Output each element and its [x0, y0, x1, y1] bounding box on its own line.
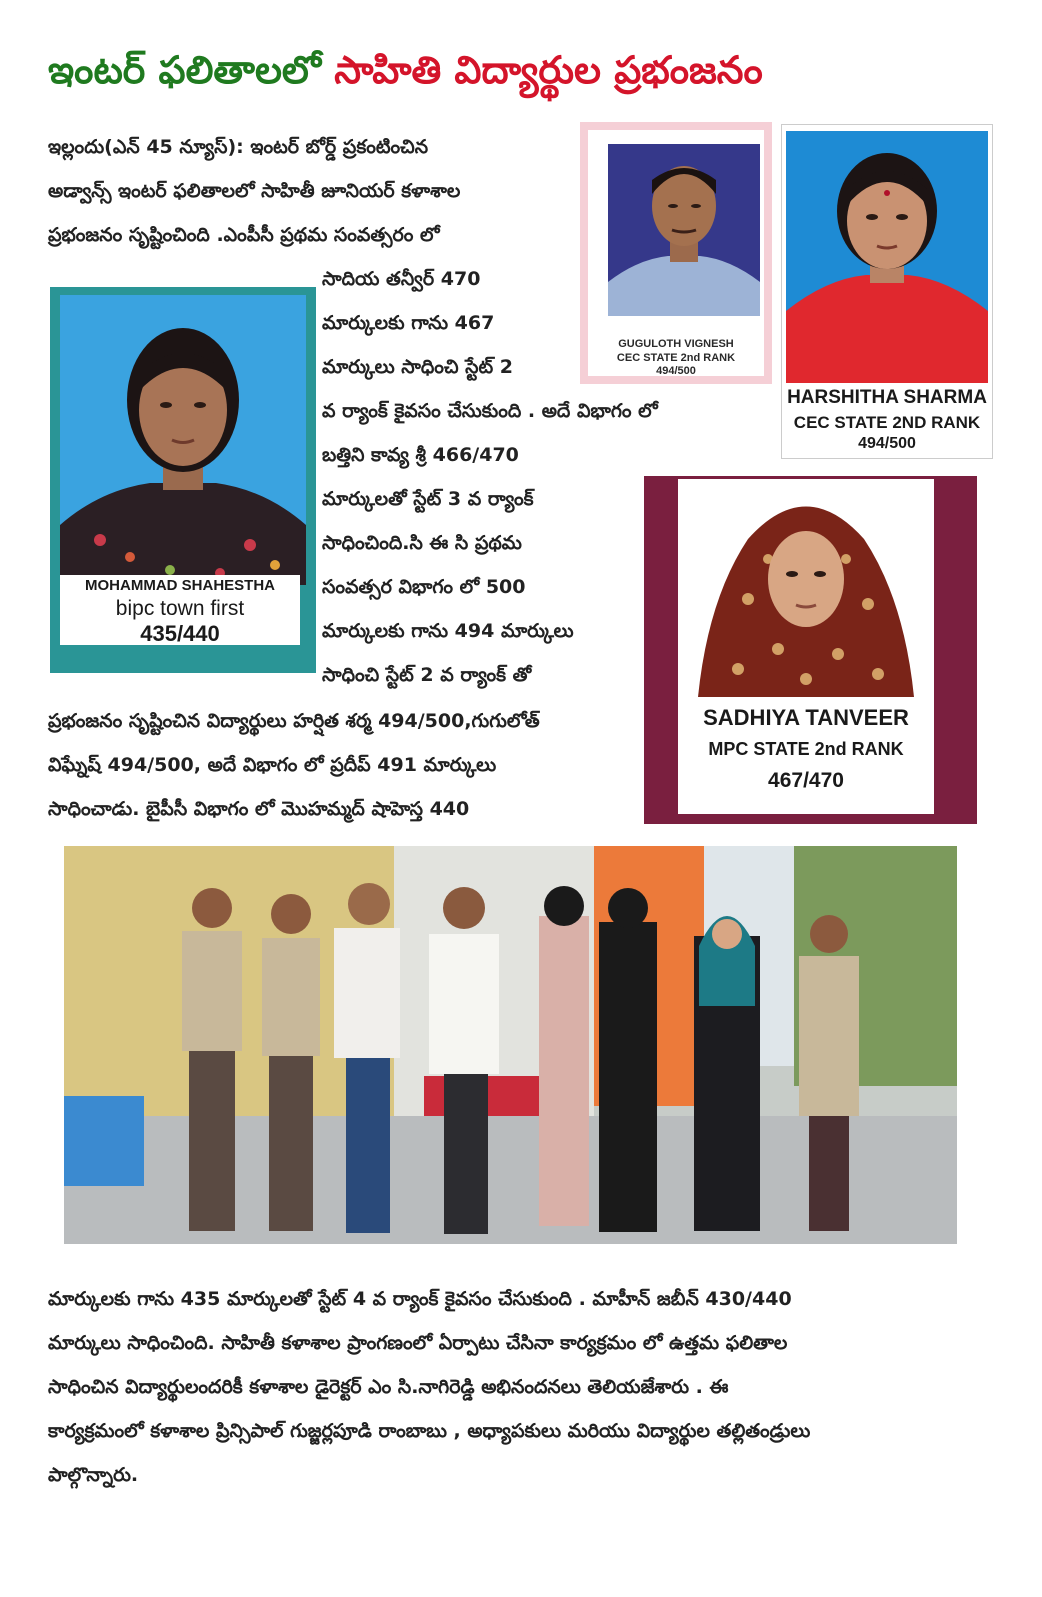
article-line: సాధించి స్టేట్ 2 వ ర్యాంక్ తో: [322, 664, 532, 686]
student-card-sadhiya: [644, 476, 977, 824]
student-photo: [786, 131, 988, 383]
article-line: సాధించాడు. బైపీసీ విభాగం లో మొహమ్మద్ షాహెస్త 440: [48, 798, 470, 820]
headline: [48, 48, 1008, 108]
student-name: SADHIYA TANVEER: [703, 705, 909, 730]
student-rank: CEC STATE 2ND RANK: [793, 413, 981, 432]
student-name: MOHAMMAD SHAHESTHA: [85, 577, 275, 594]
group-photo: [64, 846, 957, 1244]
article-line: ప్రభంజనం సృష్టించిన విద్యార్థులు హర్షిత శర్మ 494/500,గుగులోత్: [48, 710, 540, 732]
student-stream: bipc town first: [115, 597, 245, 620]
article-line: అడ్వాన్స్ ఇంటర్ ఫలితాలలో సాహితీ జూనియర్ కళాశాల: [48, 180, 461, 202]
article-line: బత్తిని కావ్య శ్రీ 466/470: [322, 444, 519, 466]
student-score: 467/470: [768, 769, 844, 792]
student-card-harshitha: [781, 124, 993, 459]
student-score: 435/440: [140, 621, 220, 646]
article-line: సాధించింది.సి ఈ సి ప్రథమ: [322, 532, 522, 554]
article-line: సంవత్సర విభాగం లో 500: [322, 576, 526, 598]
caption-box: [60, 575, 300, 645]
student-name: HARSHITHA SHARMA: [787, 387, 987, 408]
article-left: [48, 699, 638, 831]
student-rank: MPC STATE 2nd RANK: [708, 739, 904, 759]
student-score: 494/500: [858, 435, 916, 452]
student-photo: [608, 144, 760, 316]
article-line: మార్కులకు గాను 435 మార్కులతో స్టేట్ 4 వ ర్యాంక్ కైవసం చేసుకుంది . మాహీన్ జబీన్ 430/440: [48, 1288, 792, 1310]
card-inner: [588, 130, 764, 376]
article-bottom: [48, 1277, 1008, 1497]
student-card-shahestha: [50, 287, 316, 673]
article-line: పాల్గొన్నారు.: [48, 1464, 139, 1486]
article-line: మార్కులకు గాను 494 మార్కులు: [322, 620, 574, 642]
article-line: కార్యక్రమంలో కళాశాల ప్రిన్సిపాల్ గుజ్జర్లపూడి రాంబాబు , అధ్యాపకులు మరియు విద్యార్థుల తల్లితండ్రులు: [48, 1420, 811, 1442]
article-line: మార్కులు సాధించింది. సాహితీ కళాశాల ప్రాంగణంలో ఏర్పాటు చేసినా కార్యక్రమం లో ఉత్తమ ఫలితాల: [48, 1332, 788, 1354]
article-line: మార్కులకు గాను 467: [322, 312, 495, 334]
headline-part-red: సాహితి విద్యార్థుల ప్రభంజనం: [334, 48, 763, 92]
article-line: వ ర్యాంక్ కైవసం చేసుకుంది . అదే విభాగం లో: [322, 400, 658, 422]
article-line: మార్కులు సాధించి స్టేట్ 2: [322, 356, 513, 378]
headline-part-green: ఇంటర్ ఫలితాలలో: [48, 48, 335, 92]
card-inner: [678, 479, 934, 814]
article-top: [48, 125, 588, 257]
student-score: 494/500: [656, 365, 696, 377]
article-line: ప్రభంజనం సృష్టించింది .ఎంపీసీ ప్రథమ సంవత్సరం లో: [48, 224, 440, 246]
article-line: మార్కులతో స్టేట్ 3 వ ర్యాంక్: [322, 488, 534, 510]
article-line: సాధించిన విద్యార్థులందరికీ కళాశాల డైరెక్టర్ ఎం సి.నాగిరెడ్డి అభినందనలు తెలియజేశారు . ఈ: [48, 1376, 729, 1398]
student-photo: [60, 295, 306, 585]
article-line: సాదియ తన్వీర్ 470: [322, 268, 481, 290]
student-rank: CEC STATE 2nd RANK: [616, 352, 736, 364]
article-line: విఘ్నేష్ 494/500, అదే విభాగం లో ప్రదీప్ 491 మార్కులు: [48, 754, 497, 776]
article-line: ఇల్లందు(ఎన్ 45 న్యూస్): ఇంటర్ బోర్డ్ ప్రకంటించిన: [48, 136, 429, 158]
student-photo: [678, 479, 934, 697]
student-card-vignesh: [580, 122, 772, 384]
student-name: GUGULOTH VIGNESH: [618, 338, 734, 350]
